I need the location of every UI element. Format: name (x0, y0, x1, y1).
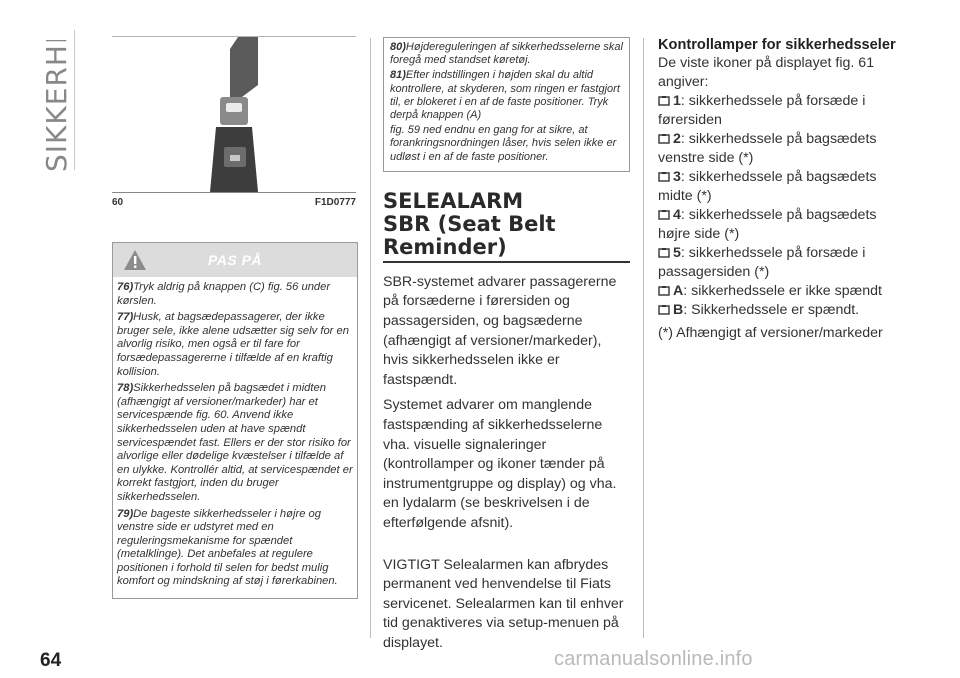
paragraph-sbr-intro: SBR-systemet advarer passagererne på forsæderne i førersiden og passagersiden, og bagsæderne (afhængigt af versioner/markeder), hvis sikkerhedsselen ikke er fastspændt. (383, 273, 617, 388)
seatbelt-lamp-icon (658, 172, 670, 182)
warning-box (112, 242, 358, 599)
footnote: (*) Afhængigt af versioner/markeder (658, 325, 883, 341)
warning-header (113, 243, 357, 277)
figure-number: 60 (112, 197, 124, 208)
seatbelt-lamp-icon (658, 210, 670, 220)
seatbelt-lamp-icon (658, 305, 670, 315)
indicator-item-2: 2: sikkerhedssele på bagsædets venstre side (*) (658, 131, 877, 166)
seatbelt-lamp-icon (658, 134, 670, 144)
column-left (112, 36, 356, 599)
figure-caption (112, 197, 356, 208)
watermark: carmanualsonline.info (554, 648, 753, 670)
indicator-item-4: 4: sikkerhedssele på bagsædets højre side (*) (658, 207, 877, 242)
seat-belt-buckle-illustration (112, 37, 356, 192)
seatbelt-lamp-icon (658, 286, 670, 296)
warning-title: PAS PÅ (207, 252, 263, 268)
indicator-item-3: 3: sikkerhedssele på bagsædets midte (*) (658, 169, 877, 204)
seatbelt-lamp-icon (658, 248, 670, 258)
warning-note-79: 79)De bageste sikkerhedsseler i højre og venstre side er udstyret med en reguleringsmekanisme for spændet (metalklinge). Det anbefales at regulere positionen i forhold til selen for bedst mulig komfort og mindskning af støj i førerkabinen. (117, 507, 338, 588)
column-right (658, 36, 898, 343)
indicator-item-5: 5: sikkerhedssele på forsæde i passagersiden (*) (658, 245, 866, 280)
indicator-item-1: 1: sikkerhedssele på forsæde i førersiden (658, 93, 866, 128)
warning-note-77: 77)Husk, at bagsædepassagerer, der ikke bruger sele, ikke alene udsætter sig selv for en alvorlig risiko, men også er til fare for forsædepassagererne i tilfælde af en kraftig kollision. (117, 311, 349, 378)
warning-notes (113, 277, 357, 598)
indicator-intro: De viste ikoner på displayet fig. 61 angiver: (658, 55, 875, 90)
indicator-heading: Kontrollamper for sikkerhedsseler (658, 37, 896, 53)
continued-notes-box (383, 37, 630, 172)
section-heading: SELEALARM SBR (Seat Belt Reminder) (383, 190, 630, 263)
figure-code: F1D0777 (314, 197, 356, 208)
section-title (30, 40, 90, 180)
note-80: 80)Højdereguleringen af sikkerhedsselerne skal foregå med standset køretøj. (390, 41, 623, 67)
section-divider (74, 30, 75, 170)
paragraph-sbr-signals: Systemet advarer om manglende fastspænding af sikkerhedsselerne vha. visuelle signaleringer (kontrollamper og ikoner tænder på instrumentgruppe og display) og vha. en lydalarm (se beskrivelsen i de efterfølgende afsnit). (383, 397, 617, 531)
warning-note-76: 76)Tryk aldrig på knappen (C) fig. 56 under kørslen. (117, 281, 331, 307)
section-title-text: SIKKERHED (40, 40, 73, 172)
note-81-continued: fig. 59 ned endnu en gang for at sikre, at forankringsnordningen låser, hvis selen ikke er udløst i en af de faste positioner. (390, 124, 617, 163)
seatbelt-lamp-icon (658, 96, 670, 106)
column-divider (370, 38, 371, 638)
column-middle (383, 37, 630, 654)
paragraph-important: VIGTIGT Selealarmen kan afbrydes permanent ved henvendelse til Fiats servicenet. Selealarmen kan til enhver tid genaktiveres via setup-menuen på displayet. (383, 556, 624, 651)
warning-note-78: 78)Sikkerhedsselen på bagsædet i midten (afhængigt af versioner/markeder) har et servicespænde fig. 60. Anvend ikke sikkerhedsselen uden at have spændt servicespændet fast. Ellers er der stor risiko for alvorlige eller dødelige kvæstelser i tilfælde af en ulykke. Kontrollér altid, at servicespændet er korrekt fastgjort, inden du bruger sikkerhedsselen. (117, 382, 353, 503)
column-divider (643, 38, 644, 638)
indicator-item-a: A: sikkerhedssele er ikke spændt (658, 282, 898, 301)
indicator-item-b: B: Sikkerhedssele er spændt. (658, 301, 898, 320)
seat-belt-figure (112, 36, 356, 193)
note-81: 81)Efter indstillingen i højden skal du altid kontrollere, at skyderen, som ringen er fastgjort til, er blokeret i en af de faste positioner. Tryk derpå knappen (A) (390, 69, 620, 122)
page-number: 64 (40, 650, 62, 671)
warning-triangle-icon (123, 249, 147, 271)
